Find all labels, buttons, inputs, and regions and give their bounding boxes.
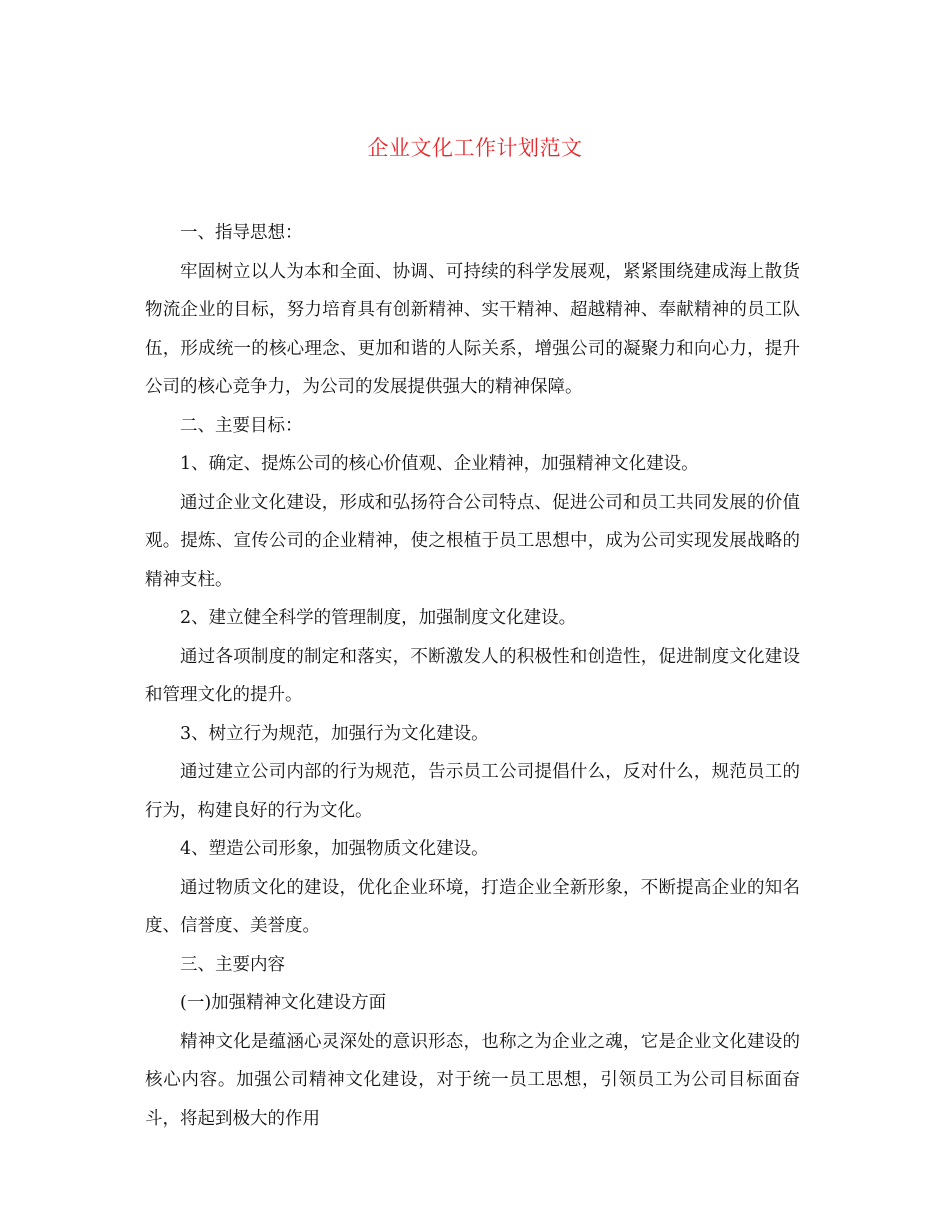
paragraph-spiritual-culture: 精神文化是蕴涵心灵深处的意识形态，也称之为企业之魂，它是企业文化建设的核心内容。加强公司精神文化建设，对于统一员工思想，引领员工为公司目标面奋斗，将起到极大的作用 (145, 1031, 800, 1129)
heading-main-content: 三、主要内容 (180, 954, 285, 975)
goal-4-heading: 4、塑造公司形象，加强物质文化建设。 (180, 839, 489, 859)
goal-2-paragraph: 通过各项制度的制定和落实，不断激发人的积极性和创造性，促进制度文化建设和管理文化的提升。 (145, 646, 800, 705)
goal-4-paragraph: 通过物质文化的建设，优化企业环境，打造企业全新形象，不断提高企业的知名度、信誉度、美誉度。 (145, 877, 800, 936)
paragraph-guiding-ideology: 牢固树立以人为本和全面、协调、可持续的科学发展观，紧紧围绕建成海上散货物流企业的目标，努力培育具有创新精神、实干精神、超越精神、奉献精神的员工队伍，形成统一的核心理念、更加和谐的人际关系，增强公司的凝聚力和向心力，提升公司的核心竞争力，为公司的发展提供强大的精神保障。 (145, 261, 800, 397)
goal-2-heading: 2、建立健全科学的管理制度，加强制度文化建设。 (180, 608, 577, 628)
document-title: 企业文化工作计划范文 (367, 136, 583, 160)
subheading-spiritual-culture: (一)加强精神文化建设方面 (180, 993, 387, 1013)
document-body (145, 214, 800, 1138)
goal-3-paragraph: 通过建立公司内部的行为规范，告示员工公司提倡什么，反对什么，规范员工的行为，构建良好的行为文化。 (145, 762, 800, 821)
goal-1-heading: 1、确定、提炼公司的核心价值观、企业精神，加强精神文化建设。 (180, 454, 699, 474)
heading-guiding-ideology: 一、指导思想： (180, 223, 303, 243)
goal-3-heading: 3、树立行为规范，加强行为文化建设。 (180, 723, 489, 744)
heading-main-goals: 二、主要目标： (180, 415, 303, 436)
goal-1-paragraph: 通过企业文化建设，形成和弘扬符合公司特点、促进公司和员工共同发展的价值观。提炼、宣传公司的企业精神，使之根植于员工思想中，成为公司实现发展战略的精神支柱。 (145, 492, 800, 590)
